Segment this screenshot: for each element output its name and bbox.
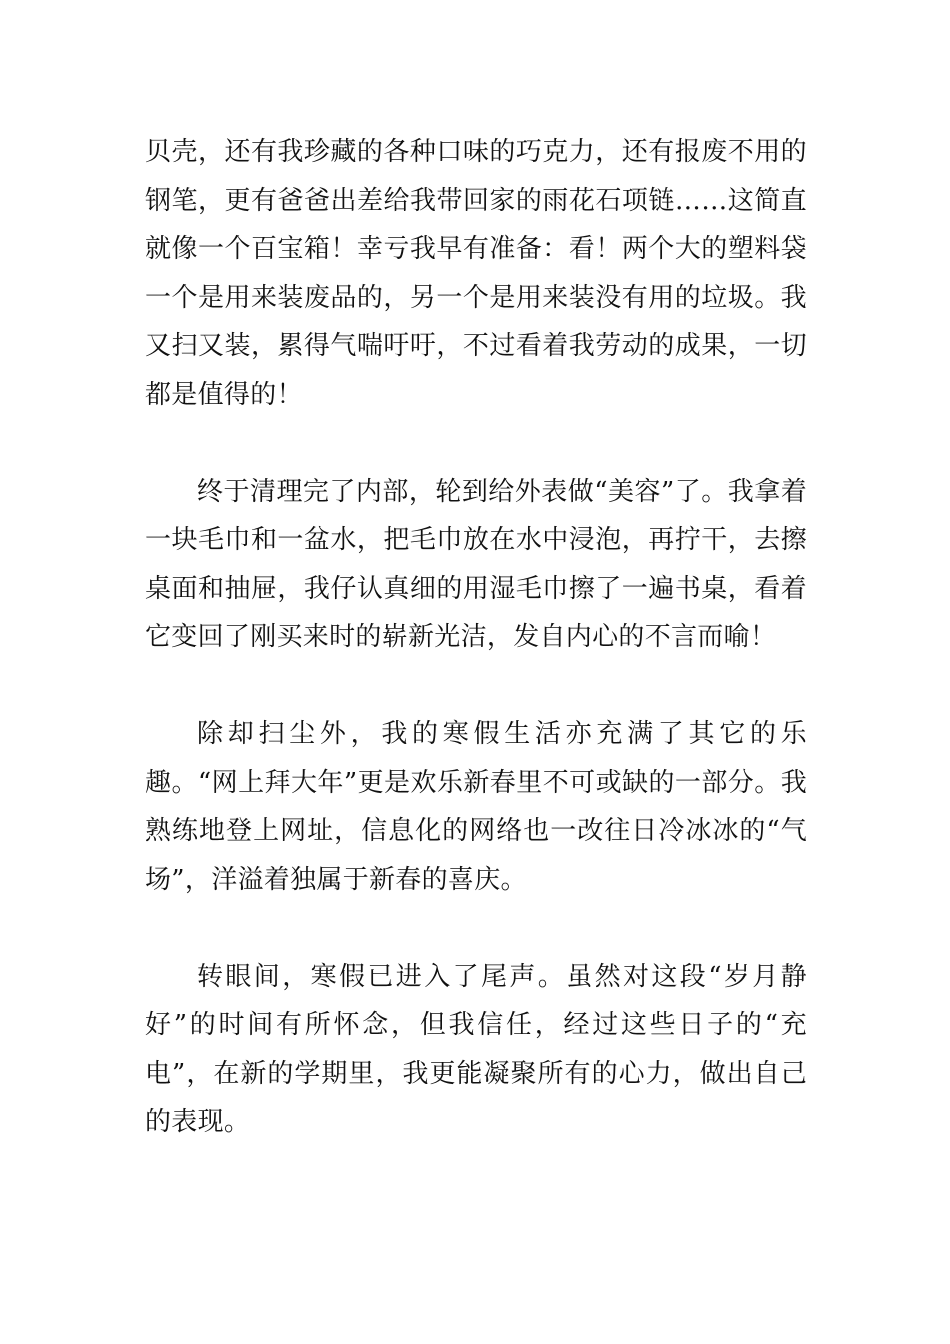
paragraph-4: 转眼间，寒假已进入了尾声。虽然对这段“岁月静好”的时间有所怀念，但我信任，经过这些日子的“充电”，在新的学期里，我更能凝聚所有的心力，做出自己的表现。 [145, 961, 807, 1137]
paragraph-2: 终于清理完了内部，轮到给外表做“美容”了。我拿着一块毛巾和一盆水，把毛巾放在水中浸泡，再拧干，去擦桌面和抽屉，我仔认真细的用湿毛巾擦了一遍书桌，看着它变回了刚买来时的崭新光洁，发自内心的不言而喻！ [145, 476, 807, 652]
paragraph-1: 贝壳，还有我珍藏的各种口味的巧克力，还有报废不用的钢笔，更有爸爸出差给我带回家的雨花石项链……这简直就像一个百宝箱！幸亏我早有准备：看！两个大的塑料袋一个是用来装废品的，另一个是用来装没有用的垃圾。我又扫又装，累得气喘吁吁，不过看着我劳动的成果，一切都是值得的！ [145, 137, 807, 410]
document-body [145, 128, 807, 1195]
paragraph-3: 除却扫尘外，我的寒假生活亦充满了其它的乐趣。“网上拜大年”更是欢乐新春里不可或缺的一部分。我熟练地登上网址，信息化的网络也一改往日冷冰冰的“气场”，洋溢着独属于新春的喜庆。 [145, 719, 807, 895]
